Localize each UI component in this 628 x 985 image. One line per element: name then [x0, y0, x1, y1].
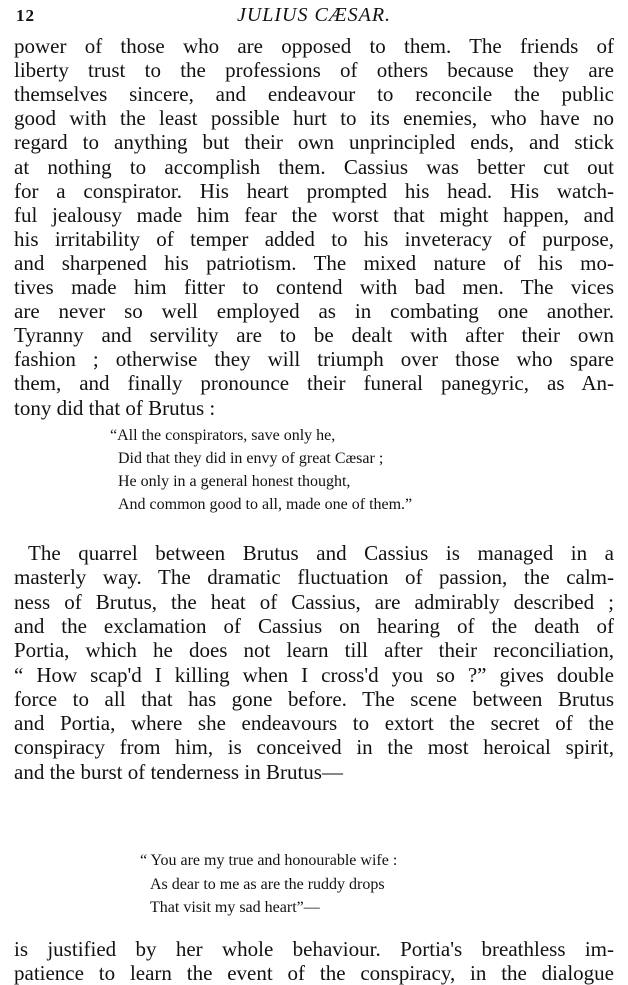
text-line: “ How scap'd I killing when I cross'd you so ?” gives double	[14, 662, 614, 687]
text-line: and the exclamation of Cassius on hearing of the death of	[14, 613, 614, 638]
quote-line: And common good to all, made one of them.”	[118, 496, 413, 513]
text-line: patience to learn the event of the conspiracy, in the dialogue	[14, 961, 614, 985]
text-line: fashion ; otherwise they will triumph over those who spare	[14, 347, 614, 372]
text-line: and Portia, where she endeavours to extort the secret of the	[14, 711, 614, 736]
quote-line: “All the conspirators, save only he,	[110, 427, 336, 444]
text-line: masterly way. The dramatic fluctuation of passion, the calm-	[14, 565, 614, 590]
text-line: The quarrel between Brutus and Cassius is managed in a	[28, 541, 614, 565]
text-line: ness of Brutus, the heat of Cassius, are admirably described ;	[14, 589, 614, 614]
text-line: Portia, which he does not learn till after their reconciliation,	[14, 638, 614, 663]
text-line: at nothing to accomplish them. Cassius was better cut out	[14, 154, 614, 179]
text-line: force to all that has gone before. The scene between Brutus	[14, 686, 614, 711]
text-line: and the burst of tenderness in Brutus—	[14, 759, 343, 784]
text-line: conspiracy from him, is conceived in the most heroical spirit,	[14, 735, 614, 760]
quote-line: That visit my sad heart”—	[150, 899, 320, 916]
quote-line: As dear to me as are the ruddy drops	[150, 875, 385, 893]
text-line: tives made him fitter to contend with bad men. The vices	[14, 275, 614, 299]
page-number: 12	[16, 6, 35, 25]
quote-line: “ You are my true and honourable wife :	[140, 852, 398, 869]
text-line: regard to anything but their own unprincipled ends, and stick	[14, 130, 614, 155]
text-line: themselves sincere, and endeavour to reconcile the public	[14, 82, 614, 107]
text-line: is justified by her whole behaviour. Portia's breathless im-	[14, 937, 614, 961]
text-line: and sharpened his patriotism. The mixed nature of his mo-	[14, 250, 614, 275]
text-line: are never so well employed as in combating one another.	[14, 299, 614, 324]
text-line: good with the least possible hurt to its enemies, who have no	[14, 106, 614, 131]
text-line: ful jealousy made him fear the worst that might happen, and	[14, 202, 614, 227]
quote-line: He only in a general honest thought,	[118, 473, 351, 490]
text-line: for a conspirator. His heart prompted his head. His watch-	[14, 178, 614, 203]
text-line: liberty trust to the professions of others because they are	[14, 58, 614, 83]
text-line: them, and finally pronounce their funeral panegyric, as An-	[14, 371, 614, 396]
text-line: tony did that of Brutus :	[14, 395, 216, 420]
text-line: power of those who are opposed to them. The friends of	[14, 34, 614, 58]
running-title: JULIUS CÆSAR.	[236, 4, 392, 26]
text-line: Tyranny and servility are to be dealt with after their own	[14, 323, 614, 348]
quote-line: Did that they did in envy of great Cæsar ;	[118, 450, 384, 467]
text-line: his irritability of temper added to his inveteracy of purpose,	[14, 226, 614, 251]
